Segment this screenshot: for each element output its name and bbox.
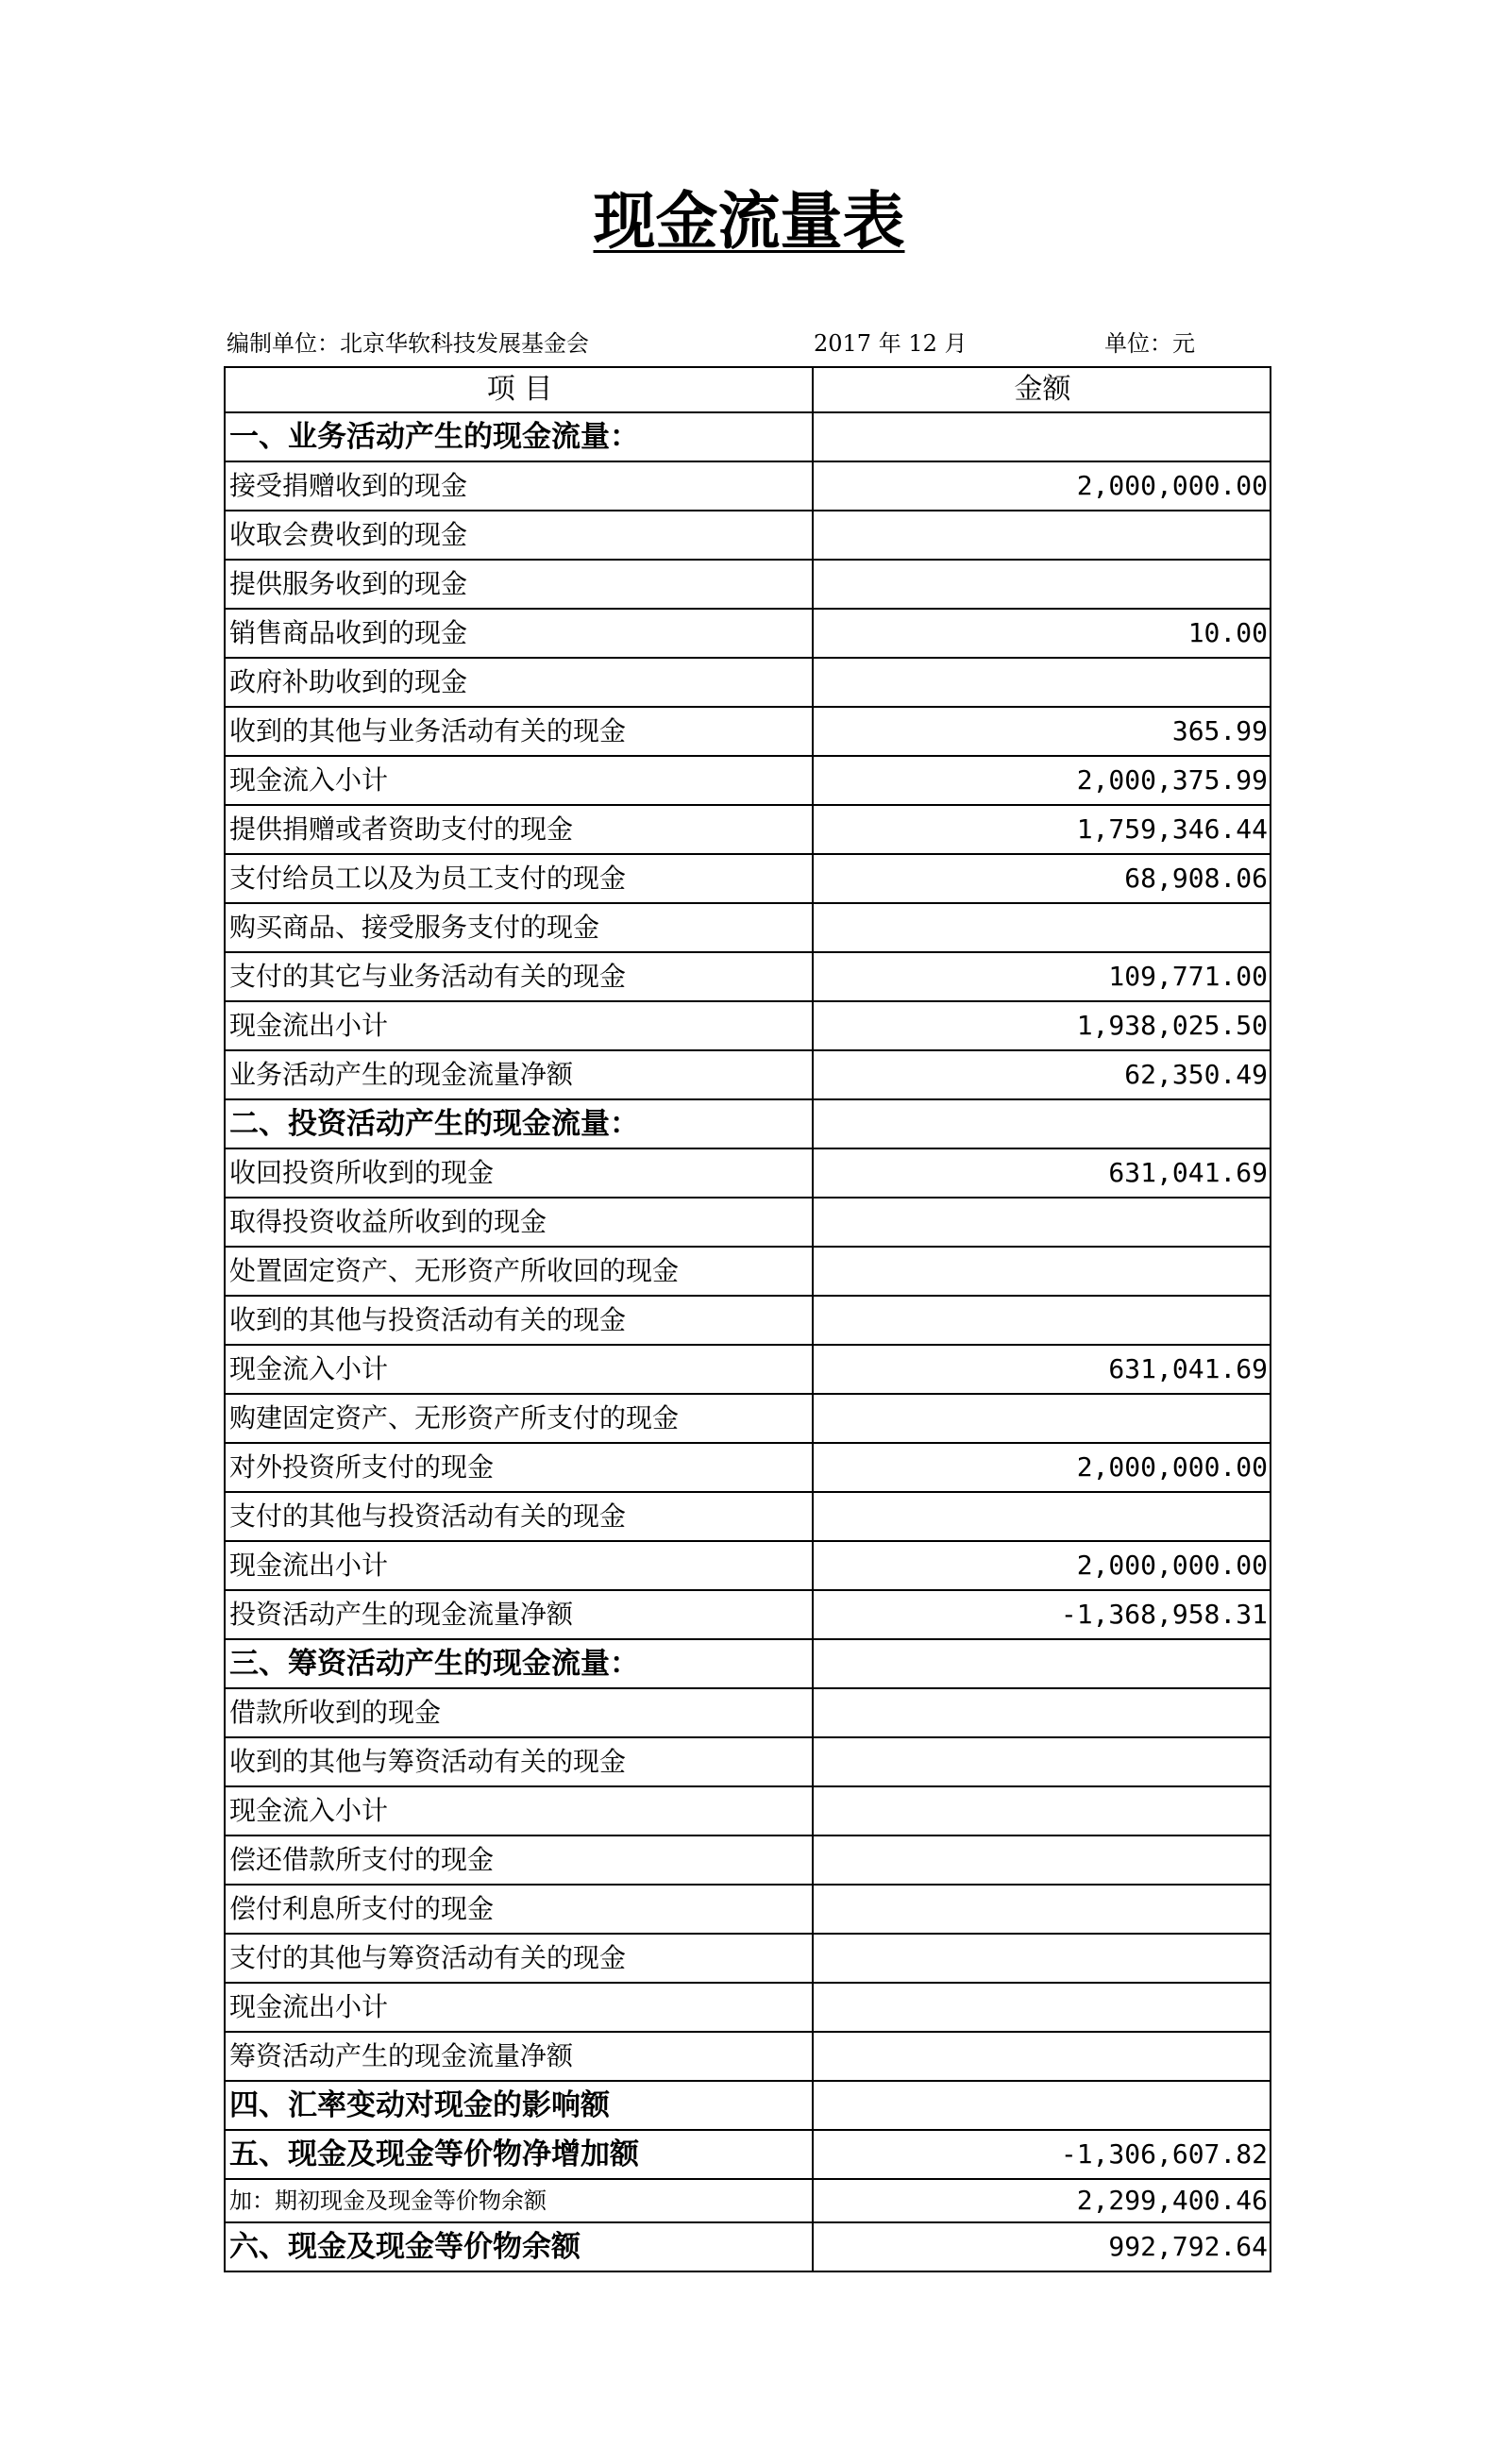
row-label: 取得投资收益所收到的现金 xyxy=(225,1198,813,1247)
table-row xyxy=(225,1541,1271,1590)
table-row xyxy=(225,1737,1271,1786)
table-row xyxy=(225,1688,1271,1737)
row-amount: 1,759,346.44 xyxy=(813,805,1271,854)
row-amount xyxy=(813,1983,1271,2032)
row-amount xyxy=(813,560,1271,609)
row-label: 支付的其他与投资活动有关的现金 xyxy=(225,1492,813,1541)
table-row xyxy=(225,560,1271,609)
period-label: 2017 年 12 月 xyxy=(814,330,968,357)
table-row xyxy=(225,1050,1271,1099)
section-row xyxy=(225,2222,1271,2271)
row-amount xyxy=(813,1296,1271,1345)
row-amount xyxy=(813,1492,1271,1541)
row-label: 四、汇率变动对现金的影响额 xyxy=(225,2081,813,2130)
row-amount xyxy=(813,511,1271,560)
row-amount: 109,771.00 xyxy=(813,952,1271,1001)
row-label: 政府补助收到的现金 xyxy=(225,658,813,707)
table-row xyxy=(225,1296,1271,1345)
table-row xyxy=(225,658,1271,707)
row-amount: 631,041.69 xyxy=(813,1345,1271,1394)
report-meta xyxy=(227,327,1265,360)
row-label: 处置固定资产、无形资产所收回的现金 xyxy=(225,1247,813,1296)
table-row xyxy=(225,1443,1271,1492)
row-amount: 631,041.69 xyxy=(813,1148,1271,1198)
table-row xyxy=(225,1345,1271,1394)
row-amount xyxy=(813,1394,1271,1443)
row-amount xyxy=(813,903,1271,952)
row-amount: 10.00 xyxy=(813,609,1271,658)
row-label: 支付给员工以及为员工支付的现金 xyxy=(225,854,813,903)
row-label: 购建固定资产、无形资产所支付的现金 xyxy=(225,1394,813,1443)
table-row xyxy=(225,1001,1271,1050)
row-amount: -1,306,607.82 xyxy=(813,2130,1271,2179)
row-amount xyxy=(813,1247,1271,1296)
table-row xyxy=(225,707,1271,756)
row-amount xyxy=(813,412,1271,461)
row-label: 偿还借款所支付的现金 xyxy=(225,1835,813,1885)
section-row xyxy=(225,1639,1271,1688)
row-label: 五、现金及现金等价物净增加额 xyxy=(225,2130,813,2179)
row-label: 加：期初现金及现金等价物余额 xyxy=(225,2179,813,2222)
row-label: 收回投资所收到的现金 xyxy=(225,1148,813,1198)
row-label: 对外投资所支付的现金 xyxy=(225,1443,813,1492)
row-amount xyxy=(813,1786,1271,1835)
table-row xyxy=(225,1492,1271,1541)
row-amount xyxy=(813,2032,1271,2081)
row-label: 提供服务收到的现金 xyxy=(225,560,813,609)
cash-flow-table xyxy=(224,366,1271,2272)
table-row xyxy=(225,461,1271,511)
row-amount xyxy=(813,1688,1271,1737)
table-row xyxy=(225,1934,1271,1983)
page-title: 现金流量表 xyxy=(593,184,905,258)
row-label: 支付的其它与业务活动有关的现金 xyxy=(225,952,813,1001)
table-row xyxy=(225,903,1271,952)
row-amount: 992,792.64 xyxy=(813,2222,1271,2271)
row-label: 六、现金及现金等价物余额 xyxy=(225,2222,813,2271)
section-row xyxy=(225,1099,1271,1148)
row-label: 现金流入小计 xyxy=(225,756,813,805)
row-amount: 2,299,400.46 xyxy=(813,2179,1271,2222)
row-amount: 365.99 xyxy=(813,707,1271,756)
column-header-amount: 金额 xyxy=(813,367,1271,412)
table-row xyxy=(225,1786,1271,1835)
row-label: 现金流入小计 xyxy=(225,1345,813,1394)
row-label: 现金流入小计 xyxy=(225,1786,813,1835)
row-amount: 2,000,375.99 xyxy=(813,756,1271,805)
row-amount: 2,000,000.00 xyxy=(813,1541,1271,1590)
organization-label: 编制单位：北京华软科技发展基金会 xyxy=(227,330,589,357)
table-body xyxy=(225,412,1271,2271)
row-amount xyxy=(813,1737,1271,1786)
table-row xyxy=(225,1590,1271,1639)
row-amount: 62,350.49 xyxy=(813,1050,1271,1099)
section-row xyxy=(225,412,1271,461)
row-amount: 68,908.06 xyxy=(813,854,1271,903)
table-row xyxy=(225,1198,1271,1247)
table-row xyxy=(225,2032,1271,2081)
row-label: 现金流出小计 xyxy=(225,1983,813,2032)
row-label: 支付的其他与筹资活动有关的现金 xyxy=(225,1934,813,1983)
table-row xyxy=(225,1394,1271,1443)
table-row xyxy=(225,1148,1271,1198)
row-label: 收到的其他与业务活动有关的现金 xyxy=(225,707,813,756)
row-label: 收取会费收到的现金 xyxy=(225,511,813,560)
table-row xyxy=(225,1983,1271,2032)
row-label: 购买商品、接受服务支付的现金 xyxy=(225,903,813,952)
row-label: 业务活动产生的现金流量净额 xyxy=(225,1050,813,1099)
row-label: 接受捐赠收到的现金 xyxy=(225,461,813,511)
table-row xyxy=(225,1885,1271,1934)
row-amount: 2,000,000.00 xyxy=(813,1443,1271,1492)
currency-unit-label: 单位：元 xyxy=(1104,330,1195,357)
table-row xyxy=(225,756,1271,805)
row-amount xyxy=(813,1835,1271,1885)
section-row xyxy=(225,2081,1271,2130)
row-label: 投资活动产生的现金流量净额 xyxy=(225,1590,813,1639)
table-row xyxy=(225,952,1271,1001)
row-amount: 1,938,025.50 xyxy=(813,1001,1271,1050)
section-row xyxy=(225,2130,1271,2179)
row-amount xyxy=(813,1885,1271,1934)
row-amount xyxy=(813,1934,1271,1983)
table-row xyxy=(225,609,1271,658)
row-label: 三、筹资活动产生的现金流量： xyxy=(225,1639,813,1688)
table-row xyxy=(225,1835,1271,1885)
row-amount xyxy=(813,1099,1271,1148)
table-row xyxy=(225,511,1271,560)
row-label: 偿付利息所支付的现金 xyxy=(225,1885,813,1934)
row-amount xyxy=(813,658,1271,707)
column-header-item: 项 目 xyxy=(225,367,813,412)
row-amount: 2,000,000.00 xyxy=(813,461,1271,511)
row-label: 现金流出小计 xyxy=(225,1541,813,1590)
row-label: 销售商品收到的现金 xyxy=(225,609,813,658)
table-header-row xyxy=(225,367,1271,412)
row-label: 现金流出小计 xyxy=(225,1001,813,1050)
row-amount xyxy=(813,1639,1271,1688)
row-label: 筹资活动产生的现金流量净额 xyxy=(225,2032,813,2081)
row-label: 借款所收到的现金 xyxy=(225,1688,813,1737)
row-amount xyxy=(813,1198,1271,1247)
table-row xyxy=(225,1247,1271,1296)
row-amount xyxy=(813,2081,1271,2130)
table-row xyxy=(225,2179,1271,2222)
table-row xyxy=(225,805,1271,854)
row-amount: -1,368,958.31 xyxy=(813,1590,1271,1639)
row-label: 提供捐赠或者资助支付的现金 xyxy=(225,805,813,854)
table-row xyxy=(225,854,1271,903)
row-label: 一、业务活动产生的现金流量： xyxy=(225,412,813,461)
row-label: 收到的其他与筹资活动有关的现金 xyxy=(225,1737,813,1786)
row-label: 二、投资活动产生的现金流量： xyxy=(225,1099,813,1148)
row-label: 收到的其他与投资活动有关的现金 xyxy=(225,1296,813,1345)
